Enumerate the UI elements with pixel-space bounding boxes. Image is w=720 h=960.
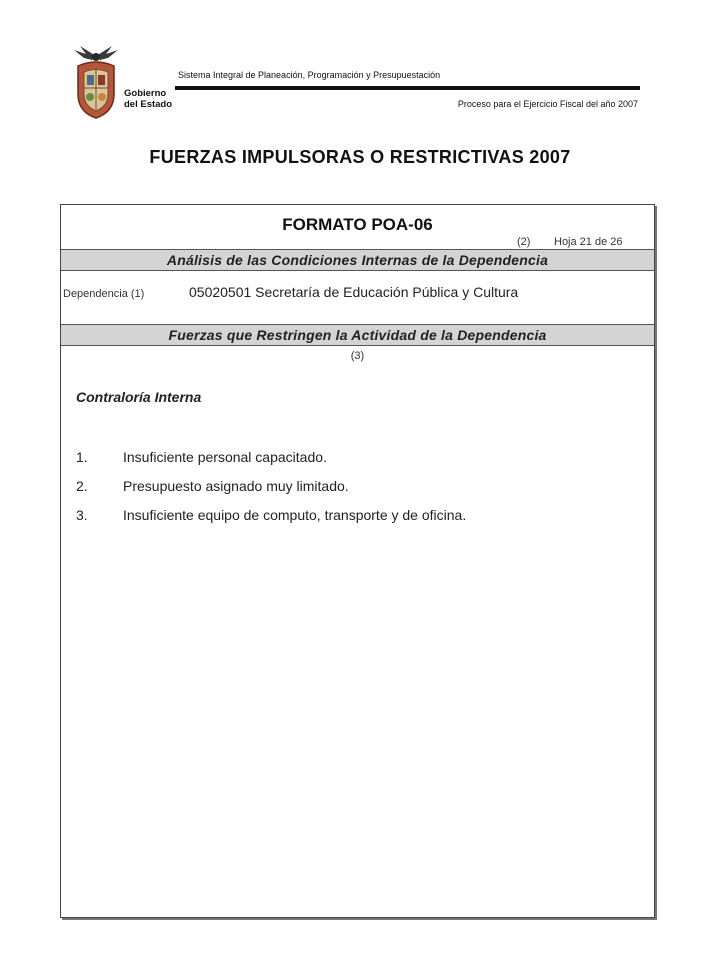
section-header-internal-conditions: Análisis de las Condiciones Internas de la Dependencia [61,249,654,271]
form-code: FORMATO POA-06 [282,215,433,234]
government-line-1: Gobierno [124,88,167,99]
list-item-number: 1. [76,449,88,465]
list-item-number: 3. [76,507,88,523]
dependency-label: Dependencia (1) [63,288,145,300]
list-item [76,507,466,523]
form-container [60,204,655,918]
list-item-text: Insuficiente equipo de computo, transporte y de oficina. [123,507,467,523]
subsection-title: Contraloría Interna [76,389,202,405]
list-item [76,449,327,465]
section-header-restricting-forces: Fuerzas que Restringen la Actividad de la Dependencia [61,324,654,346]
list-item-text: Presupuesto asignado muy limitado. [123,478,349,494]
page-title: FUERZAS IMPULSORAS O RESTRICTIVAS 2007 [149,147,571,167]
coat-of-arms-icon [70,42,122,122]
fiscal-process: Proceso para el Ejercicio Fiscal del año 2007 [457,99,638,109]
header-divider [175,86,640,90]
government-line-2: del Estado [124,99,173,110]
reference-2: (2) [517,236,531,248]
list-item [76,478,349,494]
dependency-value: 05020501 Secretaría de Educación Pública y Cultura [189,284,519,300]
government-label [124,88,172,110]
reference-3: (3) [350,350,365,362]
system-name: Sistema Integral de Planeación, Programación y Presupuestación [178,70,441,80]
list-item-text: Insuficiente personal capacitado. [123,449,327,465]
list-item-number: 2. [76,478,88,494]
page-counter: Hoja 21 de 26 [554,236,623,248]
